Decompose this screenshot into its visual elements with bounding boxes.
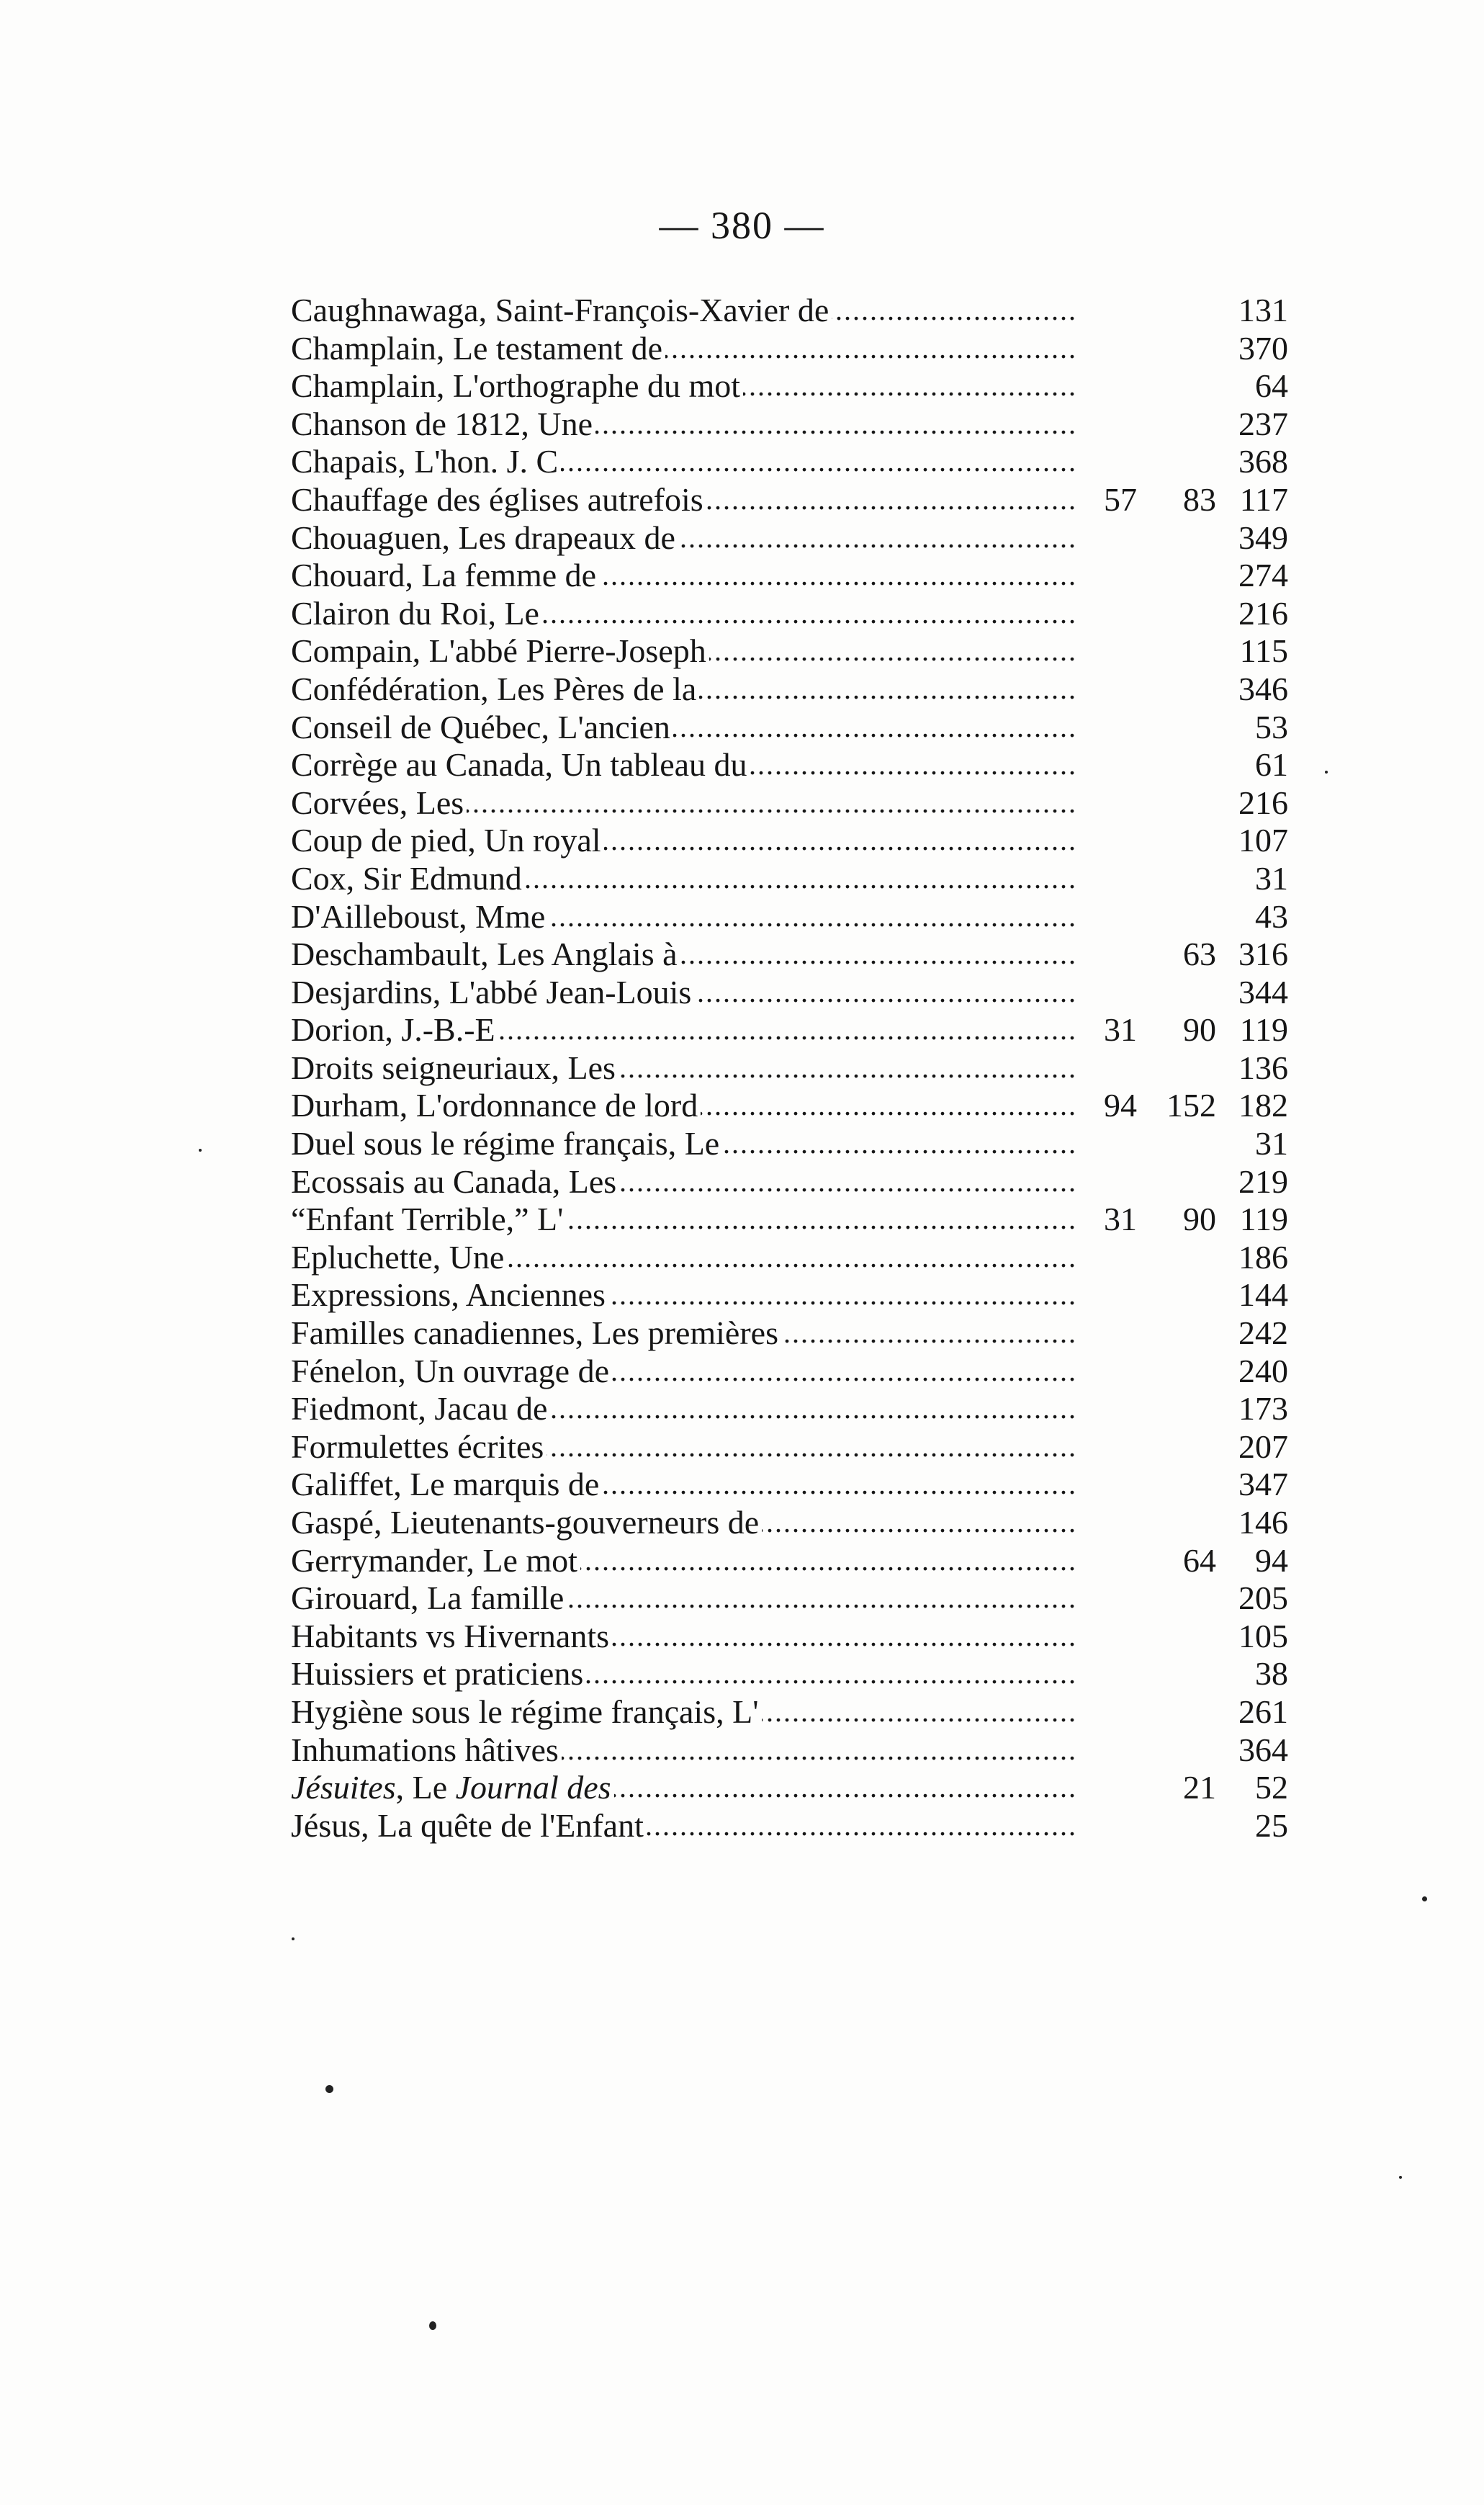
page-ref: 119 bbox=[1239, 1011, 1288, 1049]
index-entry bbox=[291, 292, 1299, 330]
scan-speck bbox=[199, 1149, 202, 1152]
entry-title: Deschambault, Les Anglais à bbox=[291, 936, 680, 972]
index-entry bbox=[291, 1504, 1299, 1542]
page-ref: 43 bbox=[1255, 897, 1288, 935]
page-ref: 25 bbox=[1255, 1806, 1288, 1844]
entry-title: Chauffage des églises autrefois bbox=[291, 481, 706, 518]
entry-title: Corrège au Canada, Un tableau du bbox=[291, 746, 750, 783]
page-ref: 237 bbox=[1238, 405, 1288, 442]
entry-title: Chouard, La femme de bbox=[291, 557, 599, 593]
entry-title: Fiedmont, Jacau de bbox=[291, 1390, 550, 1427]
index-entry bbox=[291, 898, 1299, 936]
scan-speck bbox=[325, 2085, 333, 2093]
index-entry bbox=[291, 1807, 1299, 1845]
page-ref: 347 bbox=[1238, 1466, 1288, 1503]
index-entry bbox=[291, 1239, 1299, 1277]
entry-title: Chouaguen, Les drapeaux de bbox=[291, 519, 678, 556]
page-ref: 186 bbox=[1238, 1238, 1288, 1276]
entry-title: D'Ailleboust, Mme bbox=[291, 898, 548, 935]
scan-speck bbox=[1325, 771, 1328, 774]
scan-speck bbox=[429, 2321, 436, 2330]
page-ref: 52 bbox=[1255, 1769, 1288, 1806]
entry-title: Fénelon, Un ouvrage de bbox=[291, 1353, 612, 1389]
entry-title: Confédération, Les Pères de la bbox=[291, 671, 699, 707]
index-entry bbox=[291, 1655, 1299, 1693]
page-ref: 349 bbox=[1238, 519, 1288, 556]
entry-title: Chanson de 1812, Une bbox=[291, 405, 595, 442]
page-ref: 261 bbox=[1238, 1693, 1288, 1730]
entry-title: Corvées, Les bbox=[291, 784, 467, 821]
page-ref: 83 bbox=[1183, 480, 1216, 518]
index-entry bbox=[291, 1390, 1299, 1428]
page-ref: 31 bbox=[1255, 1125, 1288, 1162]
index-entry bbox=[291, 1466, 1299, 1504]
index-entry bbox=[291, 481, 1299, 519]
entry-title: Girouard, La famille bbox=[291, 1579, 567, 1616]
entry-title: Jésus, La quête de l'Enfant bbox=[291, 1807, 647, 1844]
page-ref: 63 bbox=[1183, 936, 1216, 973]
entry-title: Huissiers et praticiens bbox=[291, 1655, 586, 1692]
page-ref: 57 bbox=[1104, 480, 1137, 518]
index-entry bbox=[291, 1731, 1299, 1770]
page-ref: 31 bbox=[1255, 859, 1288, 897]
index-entry bbox=[291, 1049, 1299, 1088]
index-entry bbox=[291, 1693, 1299, 1731]
entry-title: Coup de pied, Un royal bbox=[291, 822, 604, 859]
page-ref: 31 bbox=[1104, 1201, 1137, 1238]
index-entry bbox=[291, 860, 1299, 898]
page-ref: 152 bbox=[1166, 1087, 1216, 1124]
index-entry bbox=[291, 443, 1299, 481]
page-ref: 182 bbox=[1238, 1087, 1288, 1124]
entry-title-rest: , Le bbox=[395, 1769, 456, 1806]
index-entry bbox=[291, 1353, 1299, 1391]
page-ref: 274 bbox=[1238, 557, 1288, 594]
index-entry bbox=[291, 1125, 1299, 1163]
index-entry bbox=[291, 595, 1299, 633]
page-ref: 364 bbox=[1238, 1731, 1288, 1768]
entry-title: Hygiène sous le régime français, L' bbox=[291, 1693, 762, 1730]
page-ref: 207 bbox=[1238, 1428, 1288, 1465]
index-entry bbox=[291, 1276, 1299, 1314]
index-entry bbox=[291, 784, 1299, 823]
page-ref: 64 bbox=[1183, 1541, 1216, 1579]
entry-title: Familles canadiennes, Les premières bbox=[291, 1314, 781, 1351]
page-ref: 173 bbox=[1238, 1390, 1288, 1428]
entry-title: Habitants vs Hivernants bbox=[291, 1618, 612, 1654]
index-entry bbox=[291, 1314, 1299, 1353]
entry-title: Durham, L'ordonnance de lord bbox=[291, 1087, 701, 1124]
page-ref: 131 bbox=[1238, 292, 1288, 328]
page-ref: 119 bbox=[1239, 1201, 1288, 1238]
entry-title: Dorion, J.-B.-E bbox=[291, 1011, 498, 1048]
page-ref: 53 bbox=[1255, 708, 1288, 745]
page-ref: 61 bbox=[1255, 746, 1288, 784]
entry-title: Ecossais au Canada, Les bbox=[291, 1163, 619, 1200]
entry-title: Champlain, Le testament de bbox=[291, 330, 665, 367]
entry-title: Gaspé, Lieutenants-gouverneurs de bbox=[291, 1504, 762, 1541]
page-ref: 115 bbox=[1239, 632, 1288, 670]
page-ref: 105 bbox=[1238, 1617, 1288, 1654]
entry-title: Compain, L'abbé Pierre-Joseph bbox=[291, 632, 709, 669]
page-ref: 368 bbox=[1238, 443, 1288, 480]
entry-title: Chapais, L'hon. J. C bbox=[291, 443, 561, 480]
page-ref: 146 bbox=[1238, 1504, 1288, 1541]
entry-title: Formulettes écrites bbox=[291, 1428, 547, 1465]
entry-title: Cox, Sir Edmund bbox=[291, 860, 525, 897]
index-entry bbox=[291, 1011, 1299, 1049]
page-ref: 205 bbox=[1238, 1579, 1288, 1617]
index-entry bbox=[291, 1579, 1299, 1618]
page-ref: 242 bbox=[1238, 1314, 1288, 1352]
index-entry bbox=[291, 936, 1299, 974]
entry-title: Gerrymander, Le mot bbox=[291, 1542, 580, 1579]
page-ref: 64 bbox=[1255, 367, 1288, 405]
index-entry bbox=[291, 746, 1299, 784]
index-entry bbox=[291, 1087, 1299, 1125]
index-entry bbox=[291, 557, 1299, 595]
entry-title: Champlain, L'orthographe du mot bbox=[291, 367, 743, 404]
index-entry bbox=[291, 519, 1299, 557]
page-ref: 219 bbox=[1238, 1162, 1288, 1200]
entry-title: Caughnawaga, Saint-François-Xavier de bbox=[291, 292, 832, 328]
page-number-header: — 380 — bbox=[659, 204, 825, 247]
entry-title: Conseil de Québec, L'ancien bbox=[291, 709, 673, 745]
page-ref: 216 bbox=[1238, 784, 1288, 821]
page-ref: 94 bbox=[1255, 1541, 1288, 1579]
index-entry bbox=[291, 709, 1299, 747]
entry-title: Expressions, Anciennes bbox=[291, 1276, 608, 1313]
entry-title-italic-2: Journal des bbox=[455, 1769, 611, 1806]
entry-title: Duel sous le régime français, Le bbox=[291, 1125, 722, 1162]
index-entry bbox=[291, 671, 1299, 709]
page-ref: 136 bbox=[1238, 1049, 1288, 1086]
page-ref: 240 bbox=[1238, 1352, 1288, 1389]
scan-speck bbox=[1399, 2176, 1402, 2179]
index-entry bbox=[291, 1618, 1299, 1656]
index-entry bbox=[291, 1201, 1299, 1239]
page-ref: 216 bbox=[1238, 594, 1288, 632]
page-ref: 144 bbox=[1238, 1276, 1288, 1314]
page-ref: 90 bbox=[1183, 1201, 1216, 1238]
entry-title: Epluchette, Une bbox=[291, 1239, 507, 1276]
index-entry bbox=[291, 1163, 1299, 1201]
entry-title: “Enfant Terrible,” L' bbox=[291, 1201, 566, 1237]
index-entry bbox=[291, 330, 1299, 368]
page-ref: 344 bbox=[1238, 973, 1288, 1010]
index-entry bbox=[291, 1542, 1299, 1580]
page-ref: 38 bbox=[1255, 1655, 1288, 1693]
index-entry bbox=[291, 405, 1299, 444]
scan-speck bbox=[292, 1937, 294, 1940]
entry-title: Desjardins, L'abbé Jean-Louis bbox=[291, 974, 694, 1010]
entry-title: Inhumations hâtives bbox=[291, 1731, 562, 1768]
page-ref: 94 bbox=[1104, 1087, 1137, 1124]
index-list bbox=[291, 292, 1299, 1845]
entry-title: Galiffet, Le marquis de bbox=[291, 1466, 602, 1502]
page-ref: 21 bbox=[1183, 1769, 1216, 1806]
page-ref: 370 bbox=[1238, 329, 1288, 367]
page-ref: 117 bbox=[1239, 480, 1288, 518]
entry-title: Droits seigneuriaux, Les bbox=[291, 1049, 619, 1086]
page-ref: 31 bbox=[1104, 1011, 1137, 1049]
index-entry bbox=[291, 1428, 1299, 1466]
index-entry bbox=[291, 974, 1299, 1012]
page-ref: 346 bbox=[1238, 670, 1288, 707]
page-ref: 316 bbox=[1238, 936, 1288, 973]
index-entry bbox=[291, 367, 1299, 405]
index-entry bbox=[291, 632, 1299, 671]
page-ref: 90 bbox=[1183, 1011, 1216, 1049]
page-ref: 107 bbox=[1238, 822, 1288, 859]
scan-speck bbox=[1422, 1896, 1427, 1901]
index-entry bbox=[291, 1769, 1299, 1807]
entry-title-italic: Jésuites bbox=[291, 1769, 396, 1806]
entry-title: Clairon du Roi, Le bbox=[291, 595, 542, 632]
index-entry bbox=[291, 822, 1299, 860]
